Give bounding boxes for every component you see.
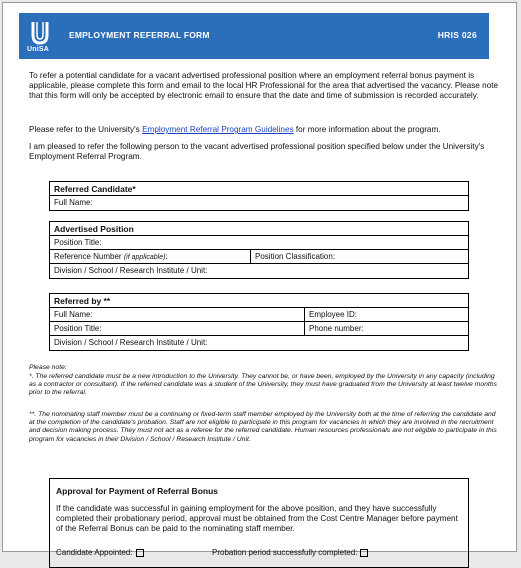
reference-note: (if applicable) bbox=[123, 254, 166, 261]
candidate-name-row[interactable] bbox=[50, 196, 468, 210]
reference-colon: : bbox=[165, 252, 168, 261]
candidate-appointed-label: Candidate Appointed: bbox=[56, 548, 133, 557]
position-title-row[interactable] bbox=[50, 236, 468, 250]
position-classification-field[interactable]: Position Classification: bbox=[250, 250, 468, 263]
referrer-position-title-field[interactable]: Position Title: bbox=[54, 324, 102, 333]
reference-number-field[interactable] bbox=[50, 250, 250, 263]
position-division-field[interactable]: Division / School / Research Institute / Unit: bbox=[54, 266, 208, 275]
candidate-appointed-item bbox=[56, 548, 144, 557]
position-heading-row bbox=[50, 222, 468, 236]
referrer-full-name-field[interactable]: Full Name: bbox=[54, 310, 93, 319]
candidate-heading: Referred Candidate* bbox=[54, 184, 136, 194]
referrer-heading-row bbox=[50, 294, 468, 308]
form-title: EMPLOYMENT REFERRAL FORM bbox=[69, 30, 210, 40]
note-candidate-eligibility: *. The referred candidate must be a new introduction to the University. They cannot be, or have been, employed by the University in any capacity (including as a contractor or consultant). If the referred candidate was a student of the University, they must have graduated from the University at least twelve months prior to the referral. bbox=[29, 373, 497, 397]
candidate-appointed-checkbox[interactable] bbox=[136, 549, 144, 557]
logo-text: UniSA bbox=[27, 46, 49, 53]
phone-number-field[interactable]: Phone number: bbox=[304, 322, 468, 335]
form-page bbox=[2, 2, 517, 557]
probation-completed-label: Probation period successfully completed: bbox=[212, 548, 358, 557]
guidelines-paragraph bbox=[29, 125, 501, 135]
notes-label: Please note: bbox=[29, 364, 67, 371]
candidate-section bbox=[49, 181, 469, 211]
referral-statement: I am pleased to refer the following person to the vacant advertised professional position specified below under the University's Employment Referral Program. bbox=[29, 142, 485, 161]
reference-number-label: Reference Number bbox=[54, 252, 122, 261]
note-staff-eligibility: **. The nominating staff member must be a continuing or fixed-term staff member employed by the University both at the time of referring the candidate and at the completion of the candidate's probation. Staff are not eligible to participate in this program for vacancies in which they are involved in the recruitment and decision making process. They must not act as a referee for the referred candidate. Human resources professionals are not eligible to participate in this program for vacancies in their Division / School / Research Institute / Unit. bbox=[29, 411, 497, 443]
intro-paragraph: To refer a potential candidate for a vacant advertised professional position where an employment referral bonus payment is applicable, please complete this form and email to the local HR Professional for the area that advertised the vacancy. Please note that this form will only be accepted by electronic email to ensure that the date and time of submission is recorded accurately. bbox=[29, 71, 499, 100]
referrer-division-field[interactable]: Division / School / Research Institute / Unit: bbox=[54, 338, 208, 347]
position-heading: Advertised Position bbox=[54, 224, 134, 234]
approval-heading: Approval for Payment of Referral Bonus bbox=[56, 486, 219, 496]
header-banner bbox=[19, 13, 489, 59]
referrer-division-row[interactable] bbox=[50, 336, 468, 350]
referrer-section bbox=[49, 293, 469, 351]
candidate-full-name-field[interactable]: Full Name: bbox=[54, 198, 93, 207]
referrer-heading: Referred by ** bbox=[54, 296, 111, 306]
guidelines-link[interactable]: Employment Referral Program Guidelines bbox=[142, 125, 294, 134]
referrer-title-row bbox=[50, 322, 468, 336]
position-reference-row bbox=[50, 250, 468, 264]
probation-completed-item bbox=[212, 548, 368, 557]
position-section bbox=[49, 221, 469, 279]
guidelines-text-before: Please refer to the University's bbox=[29, 125, 143, 134]
employee-id-field[interactable]: Employee ID: bbox=[304, 308, 468, 321]
approval-text: If the candidate was successful in gaining employment for the above position, and they have successfully completed their probationary period, approval must be obtained from the Cost Centre Manager before payment of the Referral Bonus can be paid to the nominating staff member. bbox=[56, 504, 458, 533]
form-code: HRIS 026 bbox=[437, 30, 477, 40]
referrer-name-row bbox=[50, 308, 468, 322]
guidelines-text-after: for more information about the program. bbox=[293, 125, 441, 134]
probation-completed-checkbox[interactable] bbox=[360, 549, 368, 557]
position-title-field[interactable]: Position Title: bbox=[54, 238, 102, 247]
position-division-row[interactable] bbox=[50, 264, 468, 278]
candidate-heading-row bbox=[50, 182, 468, 196]
approval-section bbox=[49, 478, 469, 568]
